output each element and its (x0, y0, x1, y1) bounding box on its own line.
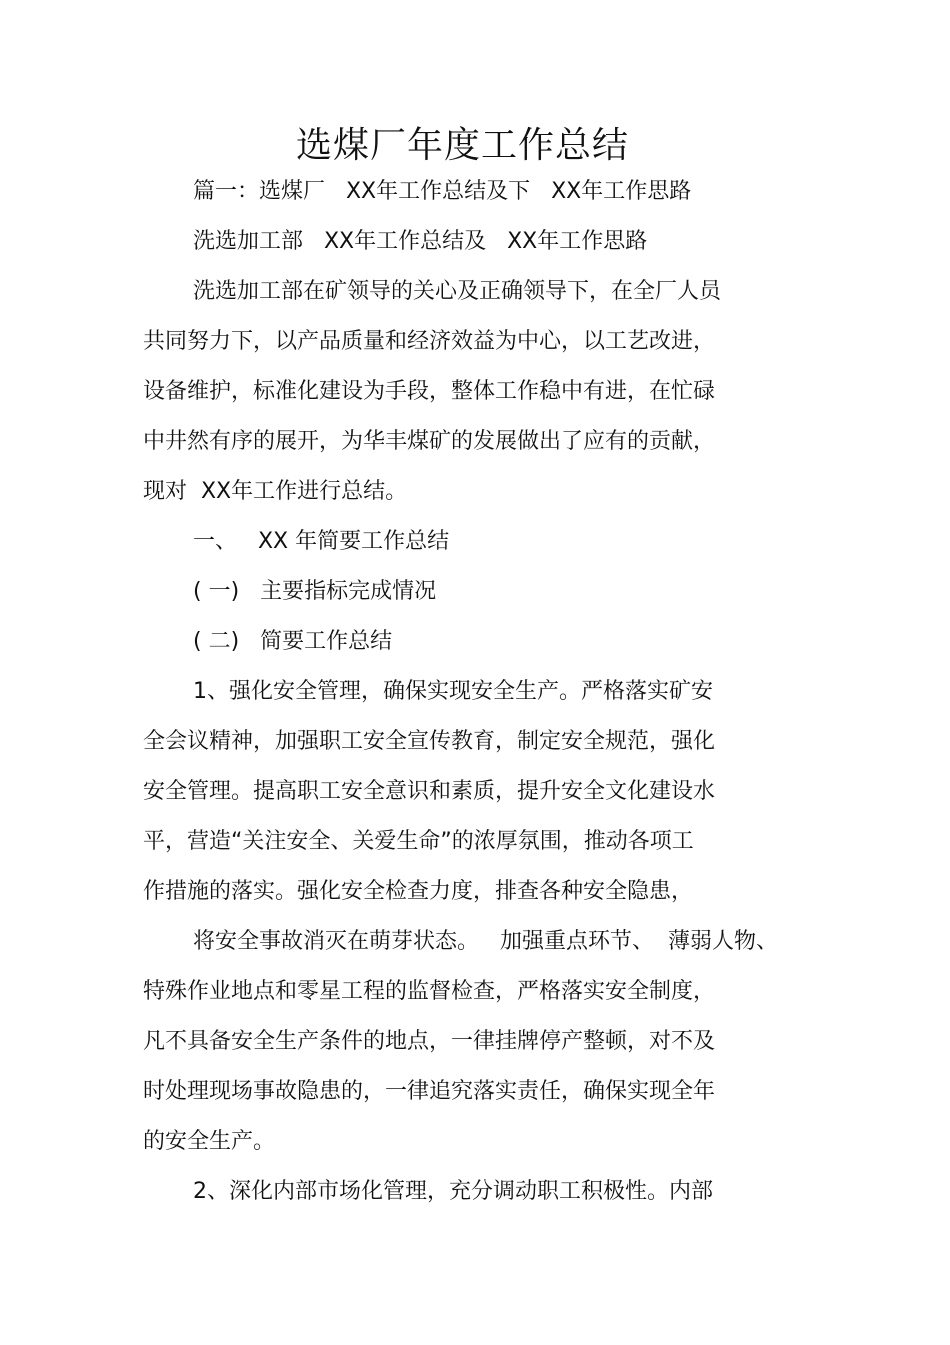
subtitle-line: 篇一：选煤厂 XX年工作总结及下 XX年工作思路 (193, 179, 692, 204)
subsection-heading: ( 二) 简要工作总结 (193, 629, 393, 654)
paragraph-line: 时处理现场事故隐患的，一律追究落实责任，确保实现全年 (143, 1079, 716, 1104)
paragraph-line: 全会议精神，加强职工安全宣传教育，制定安全规范，强化 (143, 729, 716, 754)
paragraph-line: 设备维护，标准化建设为手段，整体工作稳中有进，在忙碌 (143, 379, 716, 404)
paragraph-line: 凡不具备安全生产条件的地点，一律挂牌停产整顿，对不及 (143, 1029, 716, 1054)
paragraph-line: 洗选加工部在矿领导的关心及正确领导下，在全厂人员 (193, 279, 722, 304)
paragraph-line: 作措施的落实。强化安全检查力度，排查各种安全隐患， (143, 879, 694, 904)
paragraph-line: 特殊作业地点和零星工程的监督检查，严格落实安全制度， (143, 979, 716, 1004)
paragraph-line: 中井然有序的展开，为华丰煤矿的发展做出了应有的贡献， (143, 429, 716, 454)
paragraph-line: 现对 XX年工作进行总结。 (143, 479, 408, 504)
paragraph-line: 共同努力下，以产品质量和经济效益为中心，以工艺改进， (143, 329, 716, 354)
paragraph-line: 将安全事故消灭在萌芽状态。 加强重点环节、 薄弱人物、 (193, 929, 778, 954)
paragraph-line: 的安全生产。 (143, 1129, 276, 1154)
document-title: 选煤厂年度工作总结 (295, 125, 629, 166)
department-heading: 洗选加工部 XX年工作总结及 XX年工作思路 (193, 229, 648, 254)
subsection-heading: ( 一) 主要指标完成情况 (193, 579, 437, 604)
paragraph-line: 1、强化安全管理，确保实现安全生产。严格落实矿安 (193, 679, 713, 704)
paragraph-line: 平，营造“关注安全、关爱生命”的浓厚氛围，推动各项工 (143, 829, 694, 854)
paragraph-line: 安全管理。提高职工安全意识和素质，提升安全文化建设水 (143, 779, 716, 804)
paragraph-line: 2、深化内部市场化管理，充分调动职工积极性。内部 (193, 1179, 713, 1204)
section-heading: 一、 XX 年简要工作总结 (193, 529, 450, 554)
